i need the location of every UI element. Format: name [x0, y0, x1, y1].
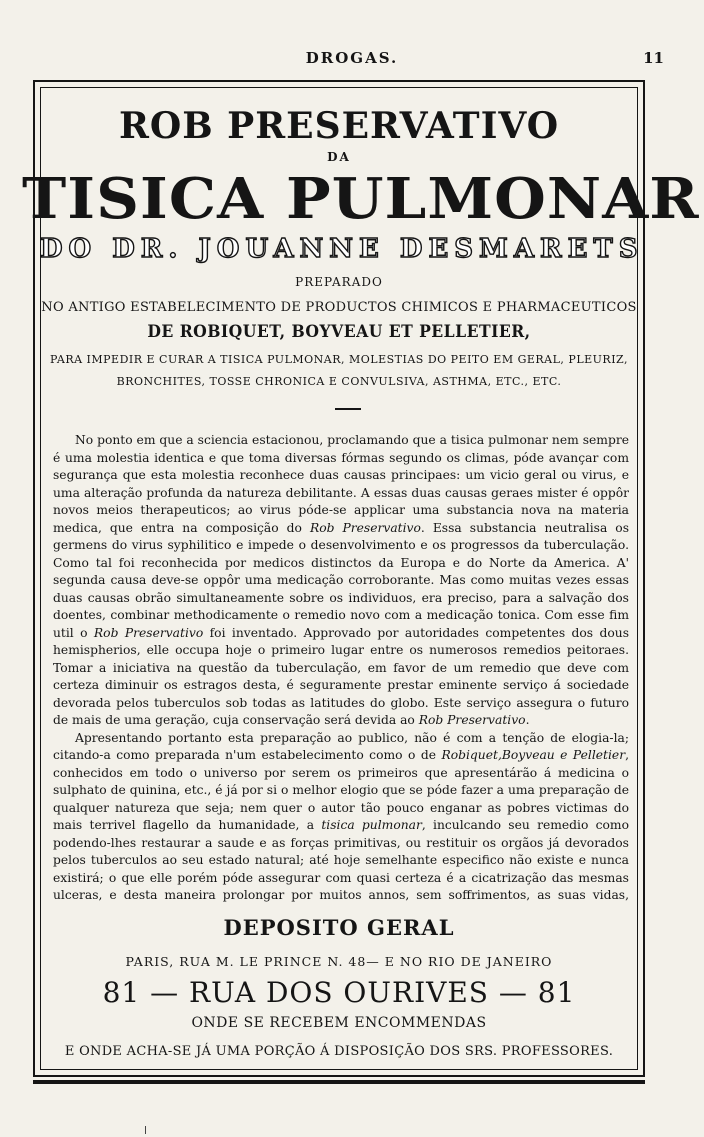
- availability-notice: E ONDE ACHA-SE JÁ UMA PORÇÃO Á DISPOSIÇÃO DOS SRS. PROFESSORES.: [64, 1044, 614, 1059]
- text-run: , inculcando seu remedio como podendo-lhes restaurar a saude e as forças primitivas, ou restituir os orgãos já devorados pelos tuberculos ao seu estado natural; até hoje semelhante especifico não existe e nunca existirá; o que elle porém póde assegurar com quasi certeza é a cicatrização das mesmas ulceras, e desta maneira prolongar por muitos annos, sem soffrimentos, as suas vidas,: [53, 818, 629, 902]
- text-run: No ponto em que a sciencia estacionou, proclamando que a tisica pulmonar nem sempre é uma molestia identica e que toma diversas fórmas segundo os climas, póde avançar com segurança que esta molestia reconhece duas causas principaes: um vicio geral ou virus, e uma alteração profunda da natureza debilitante. A essas duas causas geraes mister é oppôr novos meios therapeuticos; ao virus póde-se applicar uma substancia nova na materia medica, que entra na composição do: [53, 433, 629, 535]
- title-connector: DA: [327, 150, 351, 164]
- product-name-italic: Rob Preservativo: [93, 625, 204, 640]
- doctor-name: DO DR. JOUANNE DESMARETS: [40, 234, 644, 264]
- product-title: ROB PRESERVATIVO: [118, 105, 560, 147]
- bottom-rule: [33, 1080, 645, 1084]
- product-name-italic: Rob Preservativo: [418, 713, 526, 727]
- text-run: Apresentando portanto esta preparação ao publico, não é com a tenção de elogia-la; citando-a como preparada n'um estabelecimento como o de: [53, 730, 629, 762]
- print-mark: [145, 1126, 146, 1134]
- page-number: 11: [643, 49, 664, 67]
- text-run: . Essa substancia neutralisa os germens do virus syphilitico e impede o desenvolvimento e os progressos da tuberculação. Como tal foi reconhecida por medicos distinctos da Europa e do Norte da America. A' segunda causa deve-se oppôr uma medicação corroborante. Mas como muitas vezes essas duas causas obrão simultaneamente sobre os individuos, era preciso, para a salvação dos doentes, combinar methodicamente o remedio novo com a medicação tonica. Com esse fim util o: [53, 520, 629, 640]
- body-text: [53, 432, 629, 902]
- deposit-title: DEPOSITO GERAL: [223, 915, 455, 940]
- indications-line-1: PARA IMPEDIR E CURAR A TISICA PULMONAR, MOLESTIAS DO PEITO EM GERAL, PLEURIZ,: [49, 353, 628, 366]
- prepared-label: PREPARADO: [295, 275, 383, 289]
- product-name-italic: Rob Preservativo: [309, 520, 421, 535]
- paragraph-1: [53, 432, 629, 730]
- section-divider: [335, 408, 361, 410]
- text-run: .: [525, 713, 530, 727]
- disease-title: TISICA PULMONAR: [22, 166, 700, 232]
- firm-name-italic: Robiquet,Boyveau e Pelletier: [441, 748, 626, 762]
- text-run: , conhecidos em todo o universo por serem os primeiros que apresentárão á medicina o sulphato de quinina, etc., é já por si o melhor elogio que se póde fazer a uma preparação de qualquer natureza que seja; nem quer o autor tão pouco enganar as pobres victimas do mais terrivel flagello da humanidade, a: [53, 748, 629, 832]
- rio-address: 81 — RUA DOS OURIVES — 81: [102, 976, 576, 1009]
- text-run: foi inventado. Approvado por autoridades competentes dos dous hemispherios, elle occupa hoje o primeiro lugar entre os numerosos remedios peitoraes. Tomar a iniciativa na questão da tuberculação, em favor de um remedio que deve com certeza diminuir os estragos desta, é seguramente prestar eminente serviço á sociedade devorada pelos tuberculos sob todas as latitudes do globo. Este serviço assegura o futuro de mais de uma geração, cuja conservação será devida ao: [53, 625, 629, 727]
- paris-address: PARIS, RUA M. LE PRINCE N. 48— E NO RIO DE JANEIRO: [125, 954, 553, 969]
- firm-name: DE ROBIQUET, BOYVEAU ET PELLETIER,: [147, 322, 531, 342]
- disease-name-italic: tisica pulmonar: [321, 818, 422, 832]
- paragraph-2: [53, 730, 629, 903]
- indications-line-2: BRONCHITES, TOSSE CHRONICA E CONVULSIVA, ASTHMA, ETC., ETC.: [116, 375, 562, 388]
- running-header: [0, 49, 704, 71]
- section-title: DROGAS.: [305, 49, 399, 67]
- establishment-line: NO ANTIGO ESTABELECIMENTO DE PRODUCTOS CHIMICOS E PHARMACEUTICOS: [41, 300, 637, 315]
- orders-line: ONDE SE RECEBEM ENCOMMENDAS: [191, 1015, 487, 1031]
